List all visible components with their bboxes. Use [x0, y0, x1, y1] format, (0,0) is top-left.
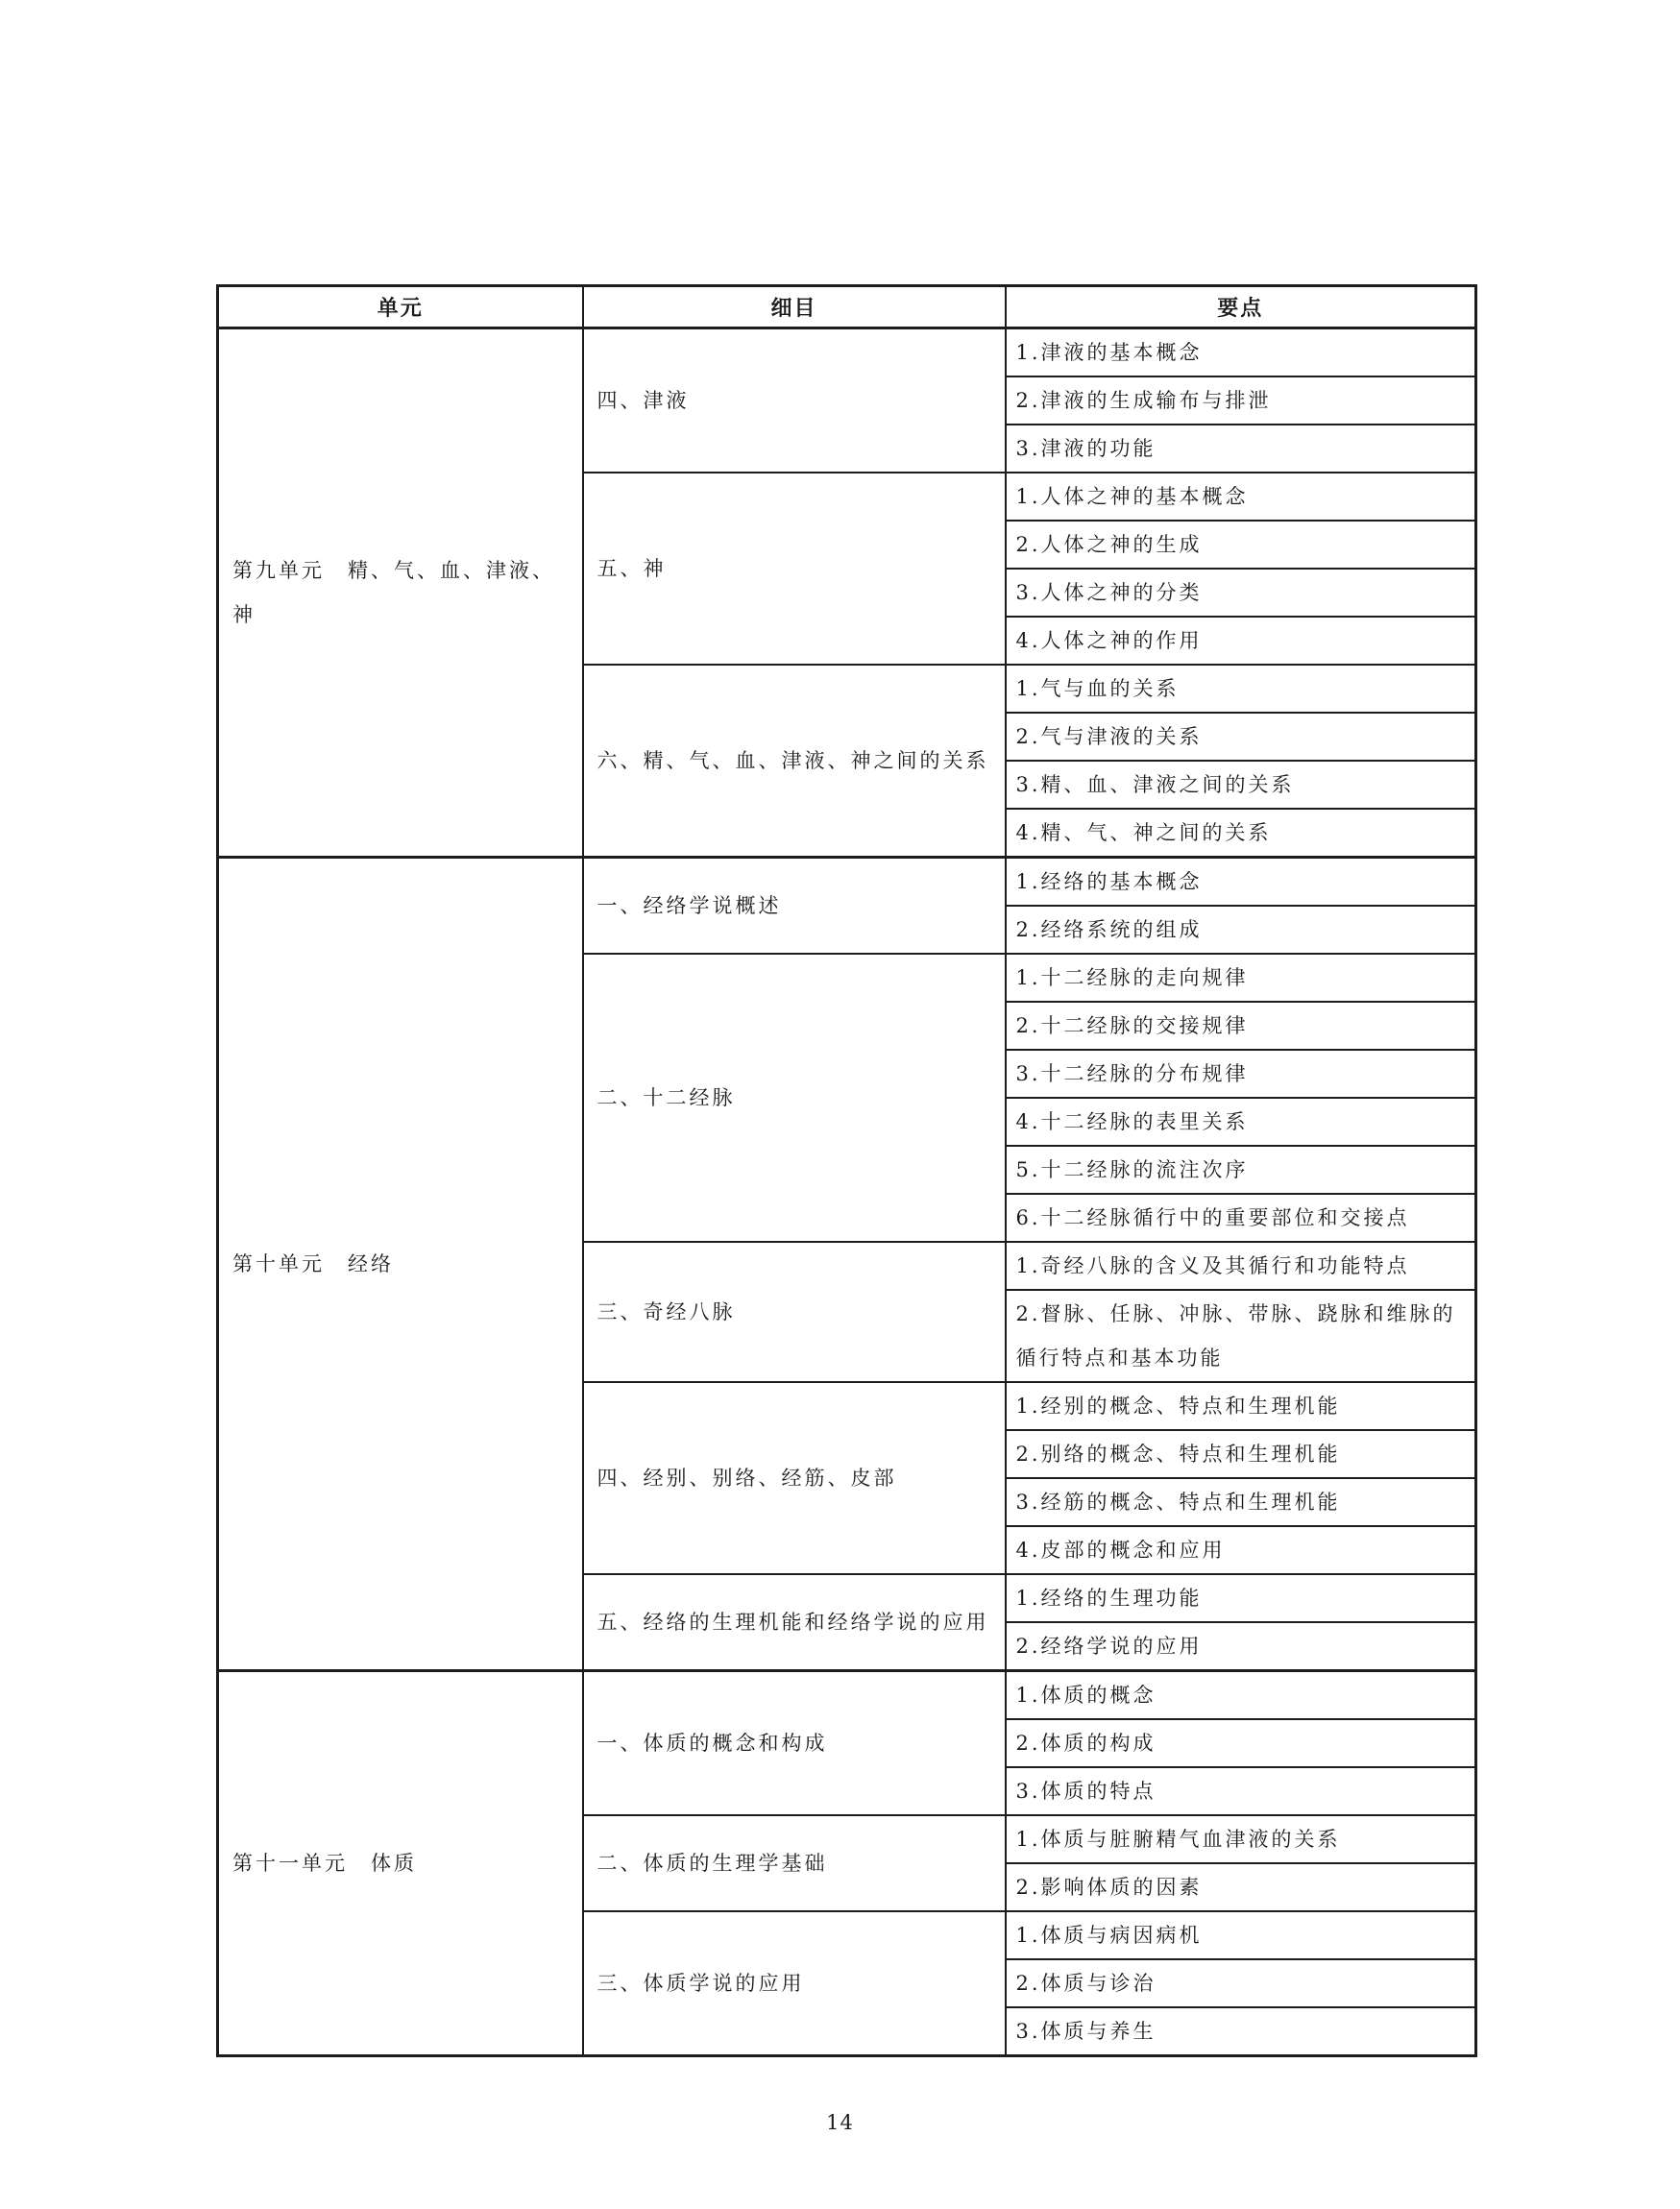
point-cell: 1.奇经八脉的含义及其循行和功能特点	[1006, 1242, 1476, 1290]
subitem-cell: 六、精、气、血、津液、神之间的关系	[583, 665, 1006, 858]
subitem-cell: 四、经别、别络、经筋、皮部	[583, 1382, 1006, 1574]
point-cell: 4.精、气、神之间的关系	[1006, 809, 1476, 858]
subitem-cell: 一、体质的概念和构成	[583, 1671, 1006, 1816]
point-cell: 2.体质与诊治	[1006, 1959, 1476, 2007]
point-cell: 2.体质的构成	[1006, 1719, 1476, 1767]
point-cell: 4.十二经脉的表里关系	[1006, 1098, 1476, 1146]
point-cell: 2.十二经脉的交接规律	[1006, 1002, 1476, 1050]
point-cell: 1.经别的概念、特点和生理机能	[1006, 1382, 1476, 1430]
table-header-row	[218, 286, 1476, 328]
point-cell: 6.十二经脉循行中的重要部位和交接点	[1006, 1194, 1476, 1242]
point-cell: 1.十二经脉的走向规律	[1006, 954, 1476, 1002]
subitem-cell: 四、津液	[583, 328, 1006, 473]
table-row	[218, 328, 1476, 377]
subitem-cell: 五、经络的生理机能和经络学说的应用	[583, 1574, 1006, 1671]
point-cell: 3.精、血、津液之间的关系	[1006, 761, 1476, 809]
point-cell: 2.津液的生成输布与排泄	[1006, 376, 1476, 425]
column-header-unit: 单元	[218, 286, 583, 328]
page-number: 14	[826, 2111, 854, 2134]
unit-cell: 第十一单元 体质	[218, 1671, 583, 2056]
subitem-cell: 一、经络学说概述	[583, 858, 1006, 955]
unit-cell: 第九单元 精、气、血、津液、神	[218, 328, 583, 858]
point-cell: 3.人体之神的分类	[1006, 569, 1476, 617]
point-cell: 1.津液的基本概念	[1006, 328, 1476, 377]
point-cell: 1.体质与脏腑精气血津液的关系	[1006, 1815, 1476, 1863]
point-cell: 1.气与血的关系	[1006, 665, 1476, 713]
syllabus-table	[216, 284, 1477, 2057]
point-cell: 3.体质的特点	[1006, 1767, 1476, 1815]
point-cell: 2.气与津液的关系	[1006, 713, 1476, 761]
subitem-cell: 二、十二经脉	[583, 954, 1006, 1242]
point-cell: 4.人体之神的作用	[1006, 617, 1476, 665]
point-cell: 4.皮部的概念和应用	[1006, 1526, 1476, 1574]
point-cell: 3.体质与养生	[1006, 2007, 1476, 2056]
subitem-cell: 二、体质的生理学基础	[583, 1815, 1006, 1911]
subitem-cell: 五、神	[583, 473, 1006, 665]
point-cell: 2.督脉、任脉、冲脉、带脉、跷脉和维脉的循行特点和基本功能	[1006, 1290, 1476, 1382]
point-cell: 1.人体之神的基本概念	[1006, 473, 1476, 521]
point-cell: 1.体质与病因病机	[1006, 1911, 1476, 1959]
point-cell: 2.经络系统的组成	[1006, 906, 1476, 954]
unit-cell: 第十单元 经络	[218, 858, 583, 1671]
point-cell: 3.十二经脉的分布规律	[1006, 1050, 1476, 1098]
point-cell: 2.经络学说的应用	[1006, 1622, 1476, 1671]
point-cell: 1.体质的概念	[1006, 1671, 1476, 1720]
table-row	[218, 858, 1476, 907]
point-cell: 2.人体之神的生成	[1006, 521, 1476, 569]
subitem-cell: 三、体质学说的应用	[583, 1911, 1006, 2056]
point-cell: 2.别络的概念、特点和生理机能	[1006, 1430, 1476, 1478]
point-cell: 3.经筋的概念、特点和生理机能	[1006, 1478, 1476, 1526]
column-header-points: 要点	[1006, 286, 1476, 328]
point-cell: 3.津液的功能	[1006, 425, 1476, 473]
point-cell: 2.影响体质的因素	[1006, 1863, 1476, 1911]
point-cell: 5.十二经脉的流注次序	[1006, 1146, 1476, 1194]
point-cell: 1.经络的生理功能	[1006, 1574, 1476, 1622]
column-header-subitem: 细目	[583, 286, 1006, 328]
point-cell: 1.经络的基本概念	[1006, 858, 1476, 907]
table-row	[218, 1671, 1476, 1720]
subitem-cell: 三、奇经八脉	[583, 1242, 1006, 1382]
